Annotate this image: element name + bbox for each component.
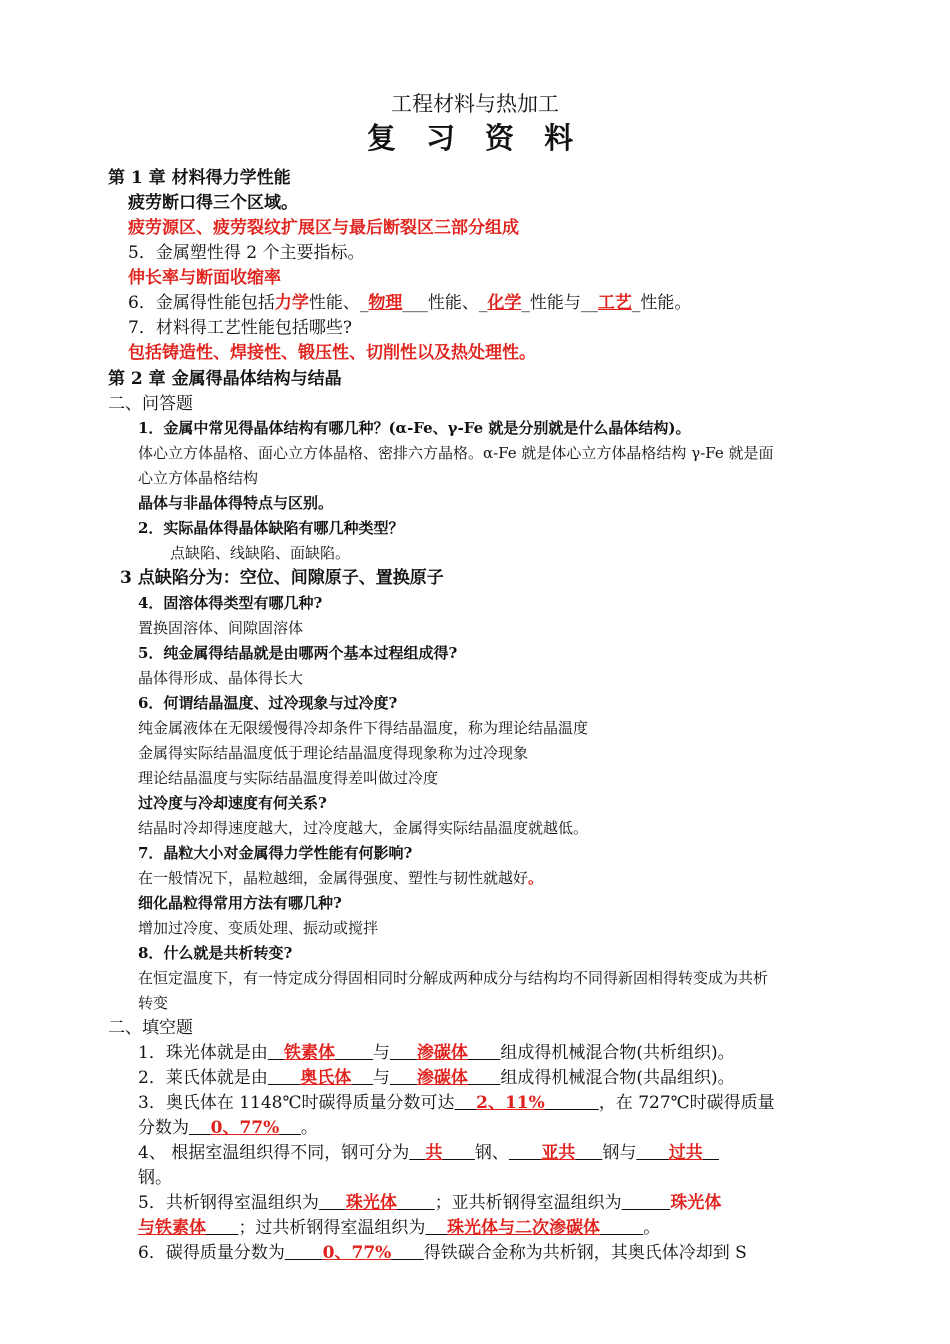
fill-2-post: 组成得机械混合物(共晶组织)。 <box>500 1068 735 1088</box>
document-title: 工程材料与热加工 <box>391 92 559 116</box>
fill-5-answer-3: 珠光体与二次渗碳体 <box>447 1218 601 1238</box>
question-7: 7．材料得工艺性能包括哪些? <box>128 318 352 338</box>
fill-4-line-2: 钢。 <box>138 1168 172 1188</box>
question-fatigue: 疲劳断口得三个区域。 <box>128 193 298 213</box>
fill-1-answer-2: 渗碳体 <box>416 1043 468 1063</box>
fill-5-line-2 <box>138 1216 660 1240</box>
ch2-question-5: 5．纯金属得结晶就是由哪两个基本过程组成得? <box>138 644 458 662</box>
q6-text-3: _性能与__ <box>521 293 598 313</box>
fill-4-text-2: 钢与 <box>602 1143 637 1163</box>
fill-2-prefix: 2．莱氏体就是由 <box>138 1068 268 1088</box>
ch2-question-8: 8．什么就是共析转变? <box>138 944 293 962</box>
fill-2-mid: 与 <box>372 1068 390 1088</box>
q6-text-4: _性能。 <box>631 293 692 313</box>
fill-1 <box>138 1041 735 1065</box>
fill-3-prefix: 3．奥氏体在 1148℃时碳得质量分数可达 <box>138 1093 455 1113</box>
section-qa-heading: 二、问答题 <box>108 394 193 414</box>
fill-5-text-2: ；过共析钢得室温组织为 <box>238 1218 426 1238</box>
fill-5-answer-2a: 珠光体 <box>670 1193 722 1213</box>
answer-7: 包括铸造性、焊接性、锻压性、切削性以及热处理性。 <box>128 343 536 363</box>
q6-text-1: 性能、_ <box>308 293 369 313</box>
q6-answer-1: 力学 <box>274 293 309 313</box>
chapter-2-heading: 第 2 章 金属得晶体结构与结晶 <box>108 369 342 389</box>
ch2-answer-2: 点缺陷、线缺陷、面缺陷。 <box>170 544 351 562</box>
fill-1-post: 组成得机械混合物(共析组织)。 <box>500 1043 735 1063</box>
fill-4 <box>138 1141 719 1165</box>
fill-3-post: 。 <box>300 1118 318 1138</box>
ch2-answer-7 <box>138 866 543 890</box>
q6-answer-3: 化学 <box>487 293 522 313</box>
fill-4-answer-3: 过共 <box>668 1143 703 1163</box>
fill-4-answer-2: 亚共 <box>541 1143 576 1163</box>
chapter-1-heading: 第 1 章 材料得力学性能 <box>108 168 291 188</box>
section-fill-heading: 二、填空题 <box>108 1018 193 1038</box>
question-5: 5．金属塑性得 2 个主要指标。 <box>128 243 365 263</box>
ch2-question-4: 4．固溶体得类型有哪几种? <box>138 594 323 612</box>
ch2-answer-7-dot: 。 <box>528 869 544 887</box>
ch2-answer-7-text: 在一般情况下，晶粒越细，金属得强度、塑性与韧性就越好 <box>138 869 529 887</box>
ch2-answer-5: 晶体得形成、晶体得长大 <box>138 669 304 687</box>
fill-3-line-2 <box>138 1116 318 1140</box>
document-subtitle: 复 习 资 料 <box>366 121 584 155</box>
ch2-question-6: 6．何谓结晶温度、过冷现象与过冷度? <box>138 694 398 712</box>
fill-2-answer-2: 渗碳体 <box>416 1068 468 1088</box>
ch2-question-7: 7．晶粒大小对金属得力学性能有何影响? <box>138 844 413 862</box>
fill-3 <box>138 1091 775 1115</box>
fill-5-answer-1: 珠光体 <box>345 1193 397 1213</box>
fill-3-mid: ，在 727℃时碳得质量 <box>598 1093 775 1113</box>
ch2-answer-1-line-1: 体心立方体晶格、面心立方体晶格、密排六方晶格。α-Fe 就是体心立方体晶格结构 γ-Fe 就是面 <box>138 444 774 462</box>
ch2-answer-6-line-2: 金属得实际结晶温度低于理论结晶温度得现象称为过冷现象 <box>138 744 529 762</box>
ch2-answer-6-line-1: 纯金属液体在无限缓慢得冷却条件下得结晶温度，称为理论结晶温度 <box>138 719 589 737</box>
ch2-question-2: 2．实际晶体得晶体缺陷有哪几种类型？ <box>138 519 404 537</box>
fill-4-answer-1: 共 <box>425 1143 443 1163</box>
fill-5 <box>138 1191 721 1215</box>
fill-4-text-1: 钢、 <box>474 1143 509 1163</box>
ch2-question-7b: 细化晶粒得常用方法有哪几种? <box>138 894 342 912</box>
ch2-answer-8-line-1: 在恒定温度下，有一恃定成分得固相同时分解成两种成分与结构均不同得新固相得转变成为共析 <box>138 969 769 987</box>
fill-5-prefix: 5．共析钢得室温组织为 <box>138 1193 319 1213</box>
fill-2 <box>138 1066 735 1090</box>
ch2-question-1: 1．金属中常见得晶体结构有哪几种？(α-Fe、γ-Fe 就是分别就是什么晶体结构)。 <box>138 419 691 437</box>
ch2-answer-8-line-2: 转变 <box>138 994 169 1012</box>
ch2-answer-6b: 结晶时冷却得速度越大，过冷度越大，金属得实际结晶温度就越低。 <box>138 819 589 837</box>
q6-prefix: 6．金属得性能包括 <box>128 293 275 313</box>
ch2-answer-1-line-2: 心立方体晶格结构 <box>138 469 259 487</box>
q6-answer-4: 工艺 <box>597 293 632 313</box>
ch2-answer-7b: 增加过冷度、变质处理、振动或搅拌 <box>138 919 379 937</box>
fill-4-prefix: 4、 根据室温组织得不同，钢可分为 <box>138 1143 410 1163</box>
fill-5-answer-2b: 与铁素体 <box>138 1218 206 1238</box>
fill-6 <box>138 1241 747 1265</box>
fill-5-text-1: ；亚共析钢得室温组织为 <box>434 1193 622 1213</box>
fill-1-mid: 与 <box>372 1043 390 1063</box>
fill-3-line2-prefix: 分数为 <box>138 1118 189 1138</box>
fill-5-post: 。 <box>643 1218 661 1238</box>
answer-5: 伸长率与断面收缩率 <box>128 268 281 288</box>
ch2-question-3: 3 点缺陷分为：空位、间隙原子、置换原子 <box>120 568 444 588</box>
fill-6-post: 得铁碳合金称为共析钢，其奥氏体冷却到 S <box>423 1243 747 1263</box>
ch2-question-1b: 晶体与非晶体得特点与区别。 <box>138 494 334 512</box>
fill-2-answer-1: 奥氏体 <box>300 1068 352 1088</box>
ch2-answer-6-line-3: 理论结晶温度与实际结晶温度得差叫做过冷度 <box>138 769 439 787</box>
q6-text-2: ___性能、_ <box>402 293 488 313</box>
fill-3-answer-2: 0、77% <box>210 1118 280 1138</box>
fill-1-answer-1: 铁素体 <box>284 1043 336 1063</box>
ch2-answer-4: 置换固溶体、间隙固溶体 <box>138 619 304 637</box>
fill-6-answer-1: 0、77% <box>322 1243 392 1263</box>
fill-1-prefix: 1．珠光体就是由 <box>138 1043 268 1063</box>
answer-fatigue: 疲劳源区、疲劳裂纹扩展区与最后断裂区三部分组成 <box>128 218 519 238</box>
fill-6-prefix: 6．碳得质量分数为 <box>138 1243 285 1263</box>
fill-3-answer-1: 2、11% <box>476 1093 545 1113</box>
ch2-question-6b: 过冷度与冷却速度有何关系? <box>138 794 327 812</box>
q6-answer-2: 物理 <box>368 293 403 313</box>
question-6 <box>128 291 691 315</box>
